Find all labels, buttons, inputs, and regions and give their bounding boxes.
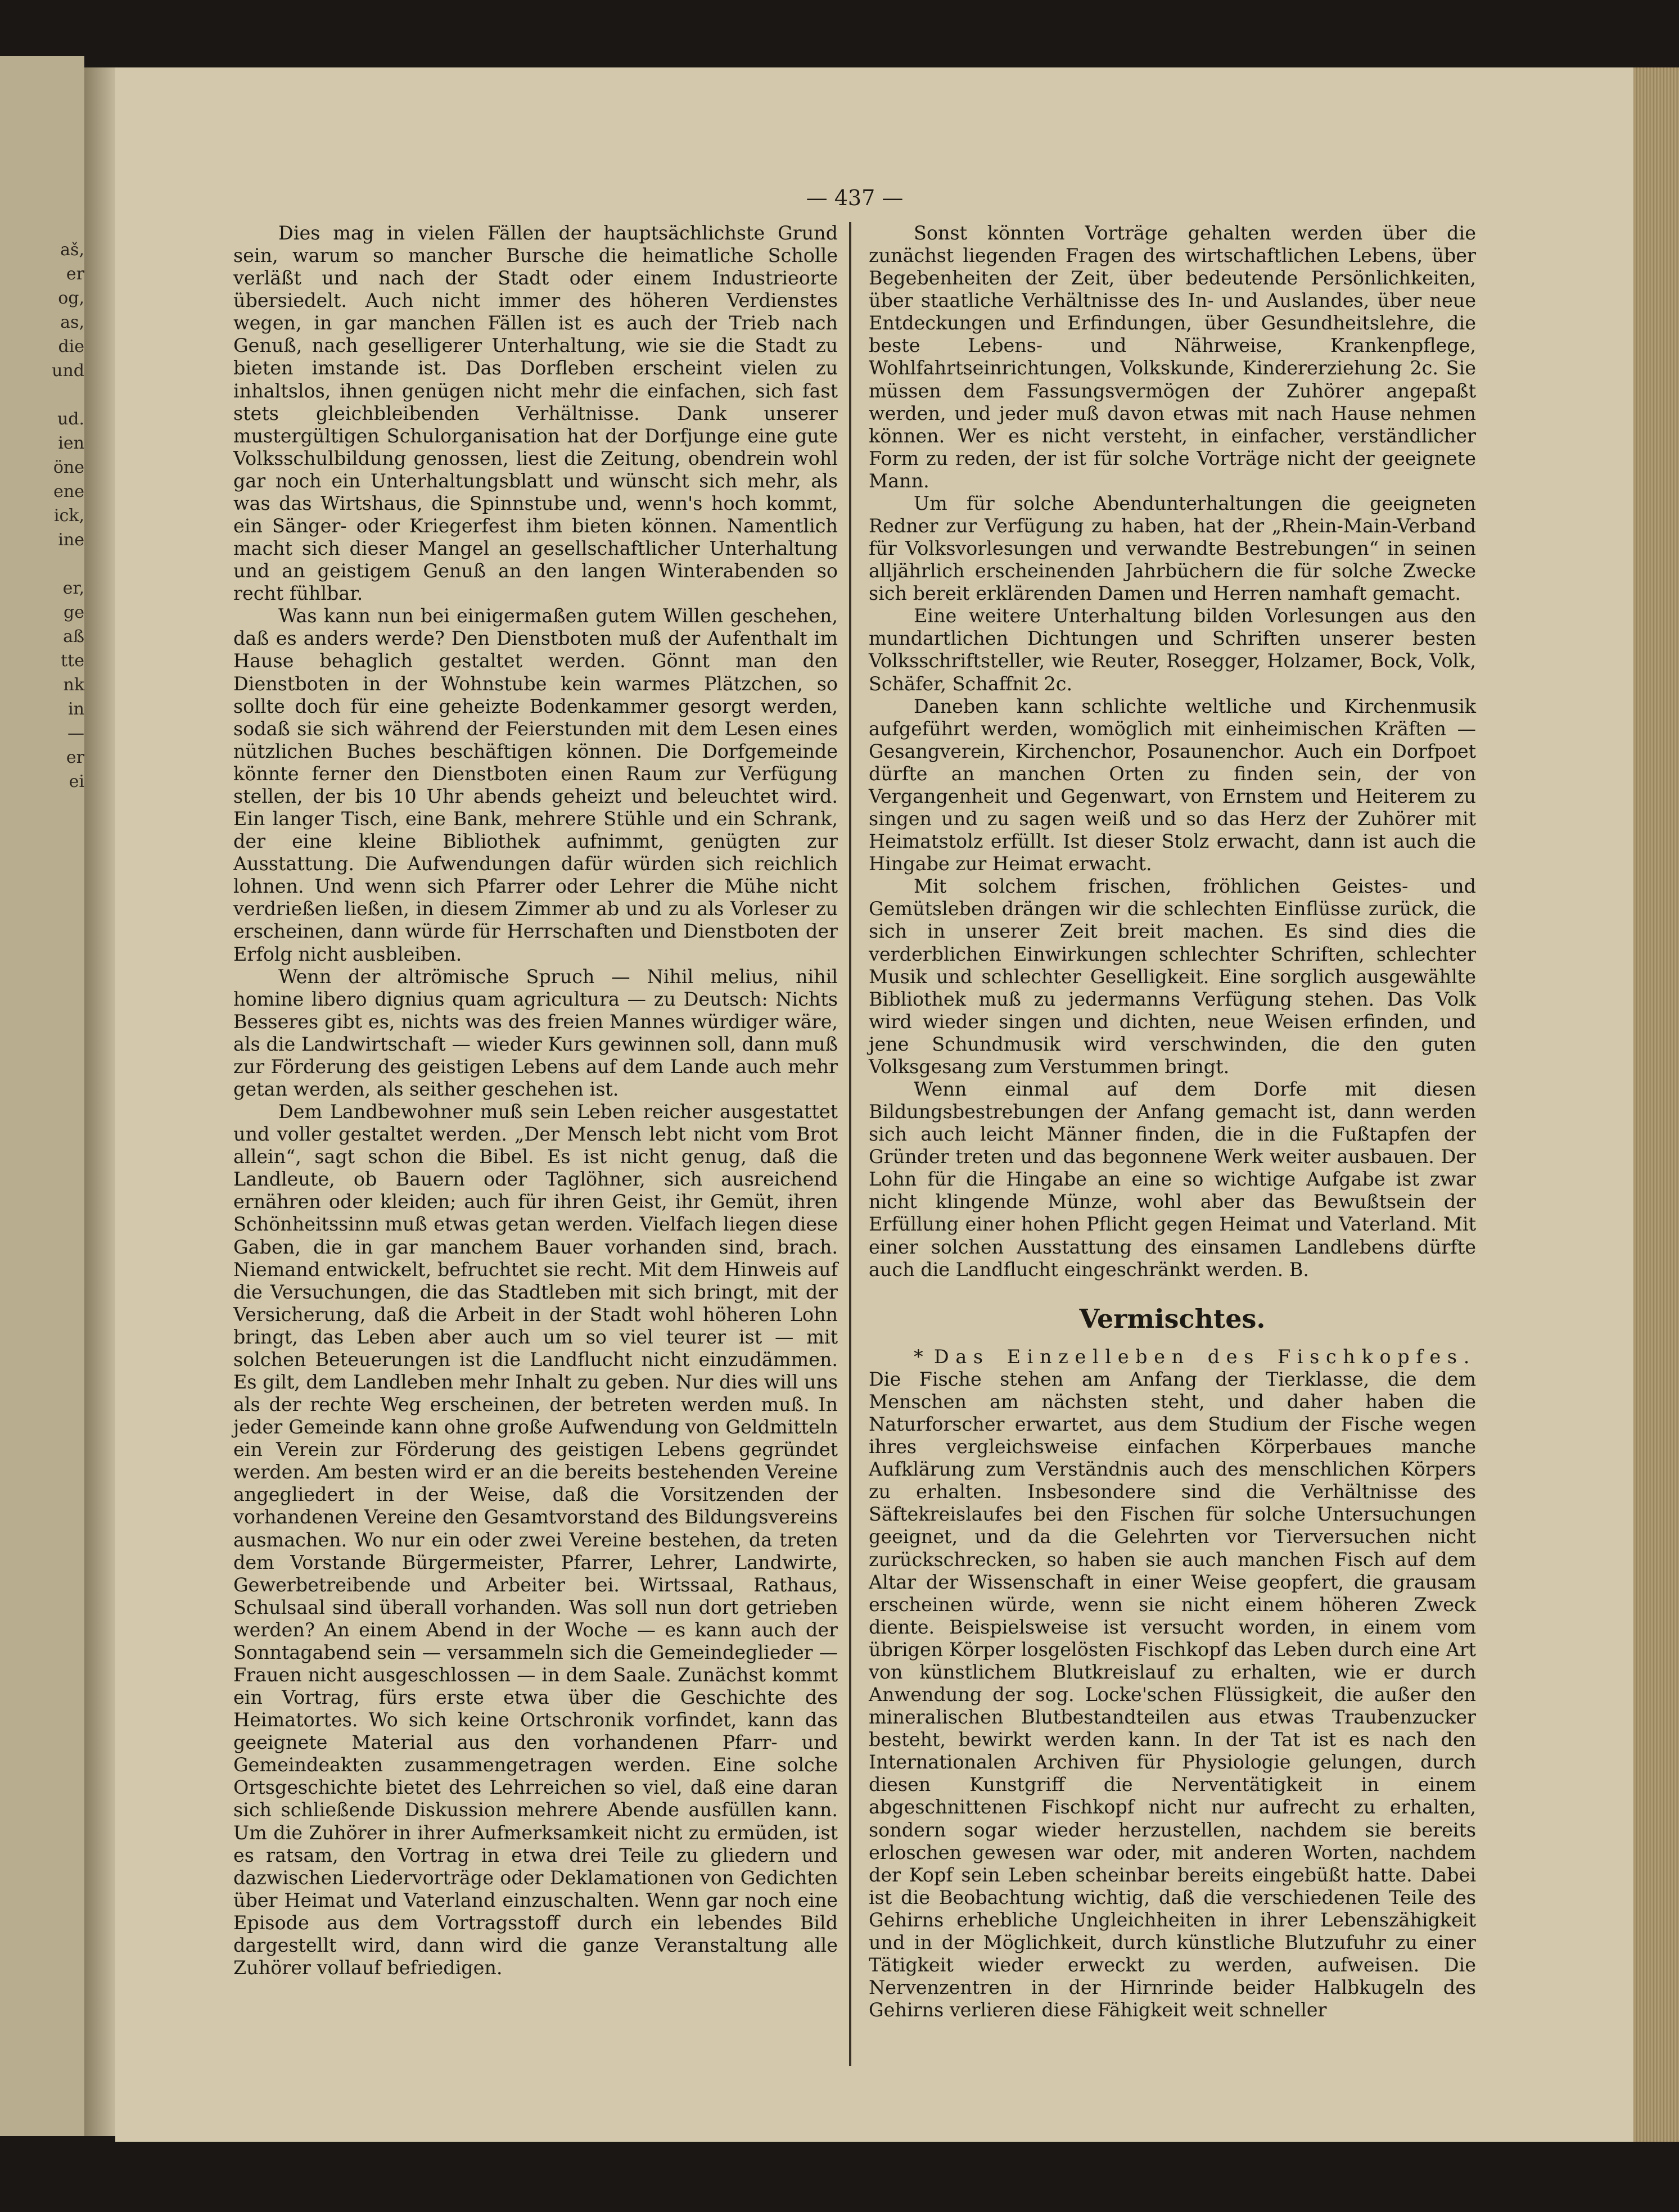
article-title: Das Einzelleben des Fischkopfes. bbox=[933, 1345, 1476, 1368]
paragraph: Um für solche Abendunterhaltungen die geeigneten Redner zur Verfügung zu haben, hat der „Rhein-Main-Verband für Volksvorlesungen und verwandte Bestrebungen“ in seinen alljährlich erscheinenden Jahrbüchern die für solche Zwecke sich bereit erklärenden Damen und Herren namhaft gemacht. bbox=[869, 492, 1476, 605]
facing-page-fragment: ien bbox=[58, 433, 84, 453]
facing-page-fragment: und bbox=[52, 361, 84, 381]
paragraph: Was kann nun bei einigermaßen gutem Willen geschehen, daß es anders werde? Den Dienstboten muß der Aufenthalt im Hause behaglich gestaltet werden. Gönnt man den Dienstboten in der Wohnstube kein warmes Plätzchen, so sollte doch für eine geheizte Bodenkammer gesorgt werden, sodaß sie sich während der Feierstunden mit dem Lesen eines nützlichen Buches beschäftigen können. Die Dorfgemeinde könnte ferner den Dienstboten einen Raum zur Verfügung stellen, der bis 10 Uhr abends geheizt und beleuchtet wird. Ein langer Tisch, eine Bank, mehrere Stühle und ein Schrank, der eine kleine Bibliothek aufnimmt, genügten zur Ausstattung. Die Aufwendungen dafür würden sich reichlich lohnen. Und wenn sich Pfarrer oder Lehrer die Mühe nicht verdrießen ließen, in diesem Zimmer ab und zu als Vorleser zu erscheinen, dann würde für Herrschaften und Dienstboten der Erfolg nicht ausbleiben. bbox=[233, 605, 838, 965]
paragraph: Eine weitere Unterhaltung bilden Vorlesungen aus den mundartlichen Dichtungen und Schriften unserer besten Volksschriftsteller, wie Reuter, Rosegger, Holzamer, Bock, Volk, Schäfer, Schaffnit 2c. bbox=[869, 605, 1476, 695]
facing-page-fragment: er, bbox=[62, 578, 84, 598]
facing-page-fragment: ine bbox=[58, 530, 84, 550]
facing-page-fragment: as, bbox=[60, 313, 84, 332]
facing-page-fragment: die bbox=[58, 337, 84, 356]
facing-page-fragment: aš, bbox=[60, 240, 84, 260]
paragraph: Dem Landbewohner muß sein Leben reicher ausgestattet und voller gestaltet werden. „Der Mensch lebt nicht vom Brot allein“, sagt schon die Bibel. Es ist nicht genug, daß die Landleute, ob Bauern oder Taglöhner, sich ausreichend ernähren oder kleiden; auch für ihren Geist, ihr Gemüt, ihren Schönheitssinn muß etwas getan werden. Vielfach liegen diese Gaben, die in gar manchem Bauer vorhanden sind, brach. Niemand entwickelt, befruchtet sie recht. Mit dem Hinweis auf die Versuchungen, die das Stadtleben mit sich bringt, mit der Versicherung, daß die Arbeit in der Stadt wohl höheren Lohn bringt, das Leben aber auch um so viel teurer ist — mit solchen Beteuerungen ist die Landflucht nicht einzudämmen. Es gilt, dem Landleben mehr Inhalt zu geben. Nur dies will uns als der rechte Weg erscheinen, der betreten werden muß. In jeder Gemeinde kann ohne große Aufwendung von Geldmitteln ein Verein zur Förderung des geistigen Lebens gegründet werden. Am besten wird er an die bereits bestehenden Vereine angegliedert in der Weise, daß die Vorsitzenden der vorhandenen Vereine den Gesamtvorstand des Bildungsvereins ausmachen. Wo nur ein oder zwei Vereine bestehen, da treten dem Vorstande Bürgermeister, Pfarrer, Lehrer, Landwirte, Gewerbetreibende und Arbeiter bei. Wirtssaal, Rathaus, Schulsaal sind überall vorhanden. Was soll nun dort getrieben werden? An einem Abend in der Woche — es kann auch der Sonntagabend sein — versammeln sich die Gemeindeglieder — Frauen nicht ausgeschlossen — in dem Saale. Zunächst kommt ein Vortrag, fürs erste etwa über die Geschichte des Heimatortes. Wo sich keine Ortschronik vorfindet, kann das geeignete Material aus den vorhandenen Pfarr- und Gemeindeakten zusammengetragen werden. Eine solche Ortsgeschichte bietet des Lehrreichen so viel, daß eine daran sich schließende Diskussion mehrere Abende ausfüllen kann. Um die Zuhörer in ihrer Aufmerksamkeit nicht zu ermüden, ist es ratsam, den Vortrag in etwa drei Teile zu gliedern und dazwischen Liedervorträge oder Deklamationen von Gedichten über Heimat und Vaterland einzuschalten. Wenn gar noch eine Episode aus dem Vortragsstoff durch ein lebendes Bild dargestellt wird, dann wird die ganze Veranstaltung alle Zuhörer vollauf befriedigen. bbox=[233, 1101, 838, 1979]
page-number: — 437 — bbox=[806, 186, 904, 210]
facing-page-fragment: og, bbox=[58, 288, 84, 308]
page-fore-edge bbox=[1633, 67, 1679, 2142]
column-divider bbox=[849, 222, 851, 2066]
facing-page-fragment: ge bbox=[64, 603, 84, 622]
paragraph: Sonst könnten Vorträge gehalten werden über die zunächst liegenden Fragen des wirtschaftlichen Lebens, über Begebenheiten der Zeit, über bedeutende Persönlichkeiten, über staatliche Verhältnisse des In- und Auslandes, über neue Entdeckungen und Erfindungen, über Gesundheitslehre, die beste Lebens- und Nährweise, Krankenpflege, Wohlfahrtseinrichtungen, Volkskunde, Kindererziehung 2c. Sie müssen dem Fassungsvermögen der Zuhörer angepaßt werden, und jeder muß davon etwas mit nach Hause nehmen können. Wer es nicht versteht, in einfacher, verständlicher Form zu reden, der ist für solche Vorträge nicht der geeignete Mann. bbox=[869, 222, 1476, 492]
paragraph: Wenn einmal auf dem Dorfe mit diesen Bildungsbestrebungen der Anfang gemacht ist, dann werden sich auch leicht Männer finden, die in die Fußtapfen der Gründer treten und das begonnene Werk weiter ausbauen. Der Lohn für die Hingabe an eine so wichtige Aufgabe ist zwar nicht klingende Münze, wohl aber das Bewußtsein der Erfüllung einer hohen Pflicht gegen Heimat und Vaterland. Mit einer solchen Ausstattung des einsamen Landlebens dürfte auch die Landflucht eingeschränkt werden. B. bbox=[869, 1078, 1476, 1281]
facing-page-fragment: ene bbox=[53, 482, 84, 501]
paragraph: Dies mag in vielen Fällen der hauptsächlichste Grund sein, warum so mancher Bursche die heimatliche Scholle verläßt und nach der Stadt oder einem Industrieorte übersiedelt. Auch nicht immer des höheren Verdienstes wegen, in gar manchen Fällen ist es auch der Trieb nach Genuß, nach geselligerer Unterhaltung, wie sie die Stadt zu bieten imstande ist. Das Dorfleben erscheint vielen zu inhaltslos, ihnen genügen nicht mehr die einfachen, sich fast stets gleichbleibenden Verhältnisse. Dank unserer mustergültigen Schulorganisation hat der Dorfjunge eine gute Volksschulbildung genossen, liest die Zeitung, obendrein wohl gar noch ein Unterhaltungsblatt und wünscht sich mehr, als was das Wirtshaus, die Spinnstube und, wenn's hoch kommt, ein Sänger- oder Kriegerfest ihm bieten können. Namentlich macht sich dieser Mangel an gesellschaftlicher Unterhaltung und an geistigem Genuß an den langen Winterabenden so recht fühlbar. bbox=[233, 222, 838, 605]
facing-page-fragment: öne bbox=[53, 458, 84, 477]
left-column bbox=[233, 222, 838, 1979]
facing-page-fragment: nk bbox=[63, 675, 84, 695]
paragraph: Wenn der altrömische Spruch — Nihil melius, nihil homine libero dignius quam agricultura — zu Deutsch: Nichts Besseres gibt es, nichts was des freien Mannes würdiger wäre, als die Landwirtschaft — wieder Kurs gewinnen soll, dann muß zur Förderung des geistigen Lebens auf dem Lande auch mehr getan werden, als seither geschehen ist. bbox=[233, 965, 838, 1100]
facing-page-fragment: aß bbox=[63, 627, 84, 646]
facing-page-fragment: ud. bbox=[57, 409, 84, 429]
facing-page-fragment: tte bbox=[61, 651, 84, 671]
facing-page-fragment: ick, bbox=[53, 506, 84, 526]
paragraph: Mit solchem frischen, fröhlichen Geistes- und Gemütsleben drängen wir die schlechten Einflüsse zurück, die sich in unserer Zeit breit machen. Es sind dies die verderblichen Einwirkungen schlechter Schriften, schlechter Musik und schlechter Geselligkeit. Eine sorglich ausgewählte Bibliothek muß zu jedermanns Verfügung stehen. Das Volk wird wieder singen und dichten, neue Weisen erfinden, und jene Schundmusik wird verschwinden, die den guten Volksgesang zum Verstummen bringt. bbox=[869, 875, 1476, 1078]
facing-page-fragment: — bbox=[67, 723, 84, 743]
section-heading: Vermischtes. bbox=[1079, 1303, 1266, 1334]
paragraph: Daneben kann schlichte weltliche und Kirchenmusik aufgeführt werden, womöglich mit einheimischen Kräften — Gesangverein, Kirchenchor, Posaunenchor. Auch ein Dorfpoet dürfte an manchen Orten zu finden sein, der von Vergangenheit und Gegenwart, von Ernstem und Heiterem zu singen und zu sagen weiß und so das Herz der Zuhörer mit Heimatstolz erfüllt. Ist dieser Stolz erwacht, dann ist auch die Hingabe zur Heimat erwacht. bbox=[869, 695, 1476, 875]
facing-page-fragment: ei bbox=[69, 772, 84, 791]
facing-page-fragment: er bbox=[66, 264, 84, 284]
right-column bbox=[869, 222, 1476, 2021]
book-gutter bbox=[84, 67, 118, 2136]
article-paragraph: * Das Einzelleben des Fischkopfes. Die Fische stehen am Anfang der Tierklasse, die dem Menschen am nächsten steht, und daher haben die Naturforscher erwartet, aus dem Studium der Fische wegen ihres vergleichsweise einfachen Körperbaues manche Aufklärung zum Verständnis auch des menschlichen Körpers zu erhalten. Insbesondere sind die Verhältnisse des Säftekreislaufes bei den Fischen für solche Untersuchungen geeignet, und da die Gelehrten vor Tierversuchen nicht zurückschrecken, so haben sie auch manchen Fisch auf dem Altar der Wissenschaft in einer Weise geopfert, die grausam erscheinen würde, wenn sie nicht einem höheren Zweck diente. Beispielsweise ist versucht worden, in einem vom übrigen Körper losgelösten Fischkopf das Leben durch eine Art von künstlichem Blutkreislauf zu erhalten, wie er durch Anwendung der sog. Locke'schen Flüssigkeit, die außer den mineralischen Blutbestandteilen aus etwas Traubenzucker besteht, bewirkt werden kann. In der Tat ist es nach den Internationalen Archiven für Physiologie gelungen, durch diesen Kunstgriff die Nerventätigkeit in einem abgeschnittenen Fischkopf nicht nur aufrecht zu erhalten, sondern sogar wieder herzustellen, nachdem sie bereits erloschen gewesen war oder, mit anderen Worten, nachdem der Kopf sein Leben scheinbar bereits eingebüßt hatte. Dabei ist die Beobachtung wichtig, daß die verschiedenen Teile des Gehirns erhebliche Ungleichheiten in ihrer Lebenszähigkeit und in der Möglichkeit, durch künstliche Blutzufuhr zu einer Tätigkeit wieder erweckt zu werden, aufweisen. Die Nervenzentren in der Hirnrinde beider Halbkugeln des Gehirns verlieren diese Fähigkeit weit schneller bbox=[869, 1345, 1476, 2021]
article-body: Die Fische stehen am Anfang der Tierklasse, die dem Menschen am nächsten steht, und daher haben die Naturforscher erwartet, aus dem Studium der Fische wegen ihres vergleichsweise einfachen Körperbaues manche Aufklärung zum Verständnis auch des menschlichen Körpers zu erhalten. Insbesondere sind die Verhältnisse des Säftekreislaufes bei den Fischen für solche Untersuchungen geeignet, und da die Gelehrten vor Tierversuchen nicht zurückschrecken, so haben sie auch manchen Fisch auf dem Altar der Wissenschaft in einer Weise geopfert, die grausam erscheinen würde, wenn sie nicht einem höheren Zweck diente. Beispielsweise ist versucht worden, in einem vom übrigen Körper losgelösten Fischkopf das Leben durch eine Art von künstlichem Blutkreislauf zu erhalten, wie er durch Anwendung der sog. Locke'schen Flüssigkeit, die außer den mineralischen Blutbestandteilen aus etwas Traubenzucker besteht, bewirkt werden kann. In der Tat ist es nach den Internationalen Archiven für Physiologie gelungen, durch diesen Kunstgriff die Nerventätigkeit in einem abgeschnittenen Fischkopf nicht nur aufrecht zu erhalten, sondern sogar wieder herzustellen, nachdem sie bereits erloschen gewesen war oder, mit anderen Worten, nachdem der Kopf sein Leben scheinbar bereits eingebüßt hatte. Dabei ist die Beobachtung wichtig, daß die verschiedenen Teile des Gehirns erhebliche Ungleichheiten in ihrer Lebenszähigkeit und in der Möglichkeit, durch künstliche Blutzufuhr zu einer Tätigkeit wieder erweckt zu werden, aufweisen. Die Nervenzentren in der Hirnrinde beider Halbkugeln des Gehirns verlieren diese Fähigkeit weit schneller bbox=[869, 1368, 1476, 2021]
facing-page-fragment: in bbox=[68, 699, 84, 719]
facing-page-fragment: er bbox=[66, 748, 84, 767]
